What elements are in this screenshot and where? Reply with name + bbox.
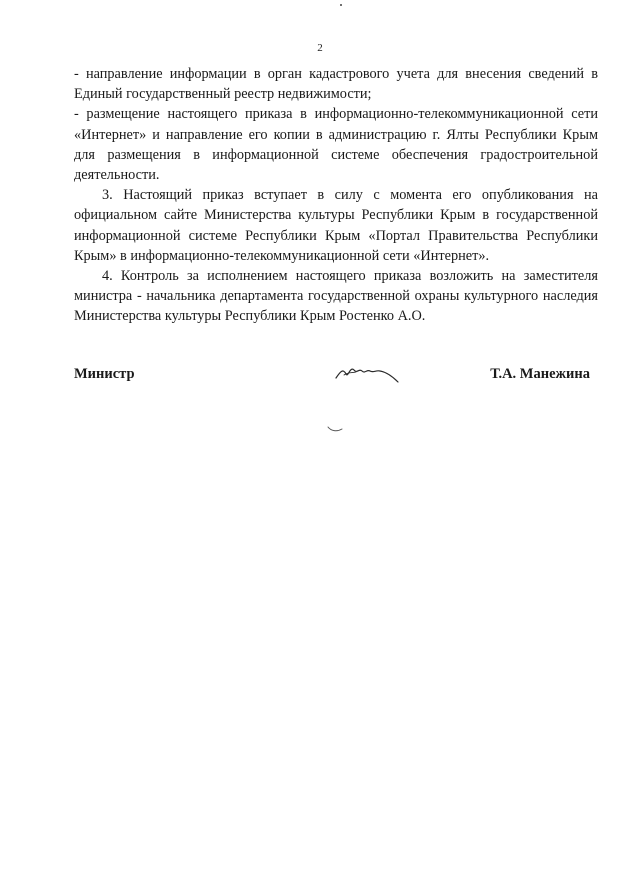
scan-dot-mark	[340, 4, 342, 6]
page-number: 2	[317, 42, 323, 54]
paragraph-entry-into-force: 3. Настоящий приказ вступает в силу с момента его опубликования на официальном сайте Министерства культуры Республики Крым в государственной информационной системе Республики Крым «Портал Правительства Республики Крым» в информационно-телекоммуникационной сети «Интернет».	[74, 187, 598, 264]
signature-block	[74, 366, 590, 390]
document-body	[74, 64, 598, 327]
signer-name: Т.А. Манежина	[490, 366, 590, 382]
paragraph-cadastral-info: - направление информации в орган кадастрового учета для внесения сведений в Единый государственный реестр недвижимости;	[74, 66, 598, 103]
signer-title: Министр	[74, 366, 135, 382]
handwritten-signature	[334, 358, 402, 388]
paragraph-control: 4. Контроль за исполнением настоящего приказа возложить на заместителя министра - начальника департамента государственной охраны культурного наследия Министерства культуры Республики Крым Ростенко А.О.	[74, 268, 598, 325]
paragraph-internet-publication: - размещение настоящего приказа в информационно-телекоммуникационной сети «Интернет» и направление его копии в администрацию г. Ялты Республики Крым для размещения в информационной системе обеспечения градостроительной деятельности.	[74, 106, 598, 184]
pen-stroke-mark	[326, 424, 344, 434]
